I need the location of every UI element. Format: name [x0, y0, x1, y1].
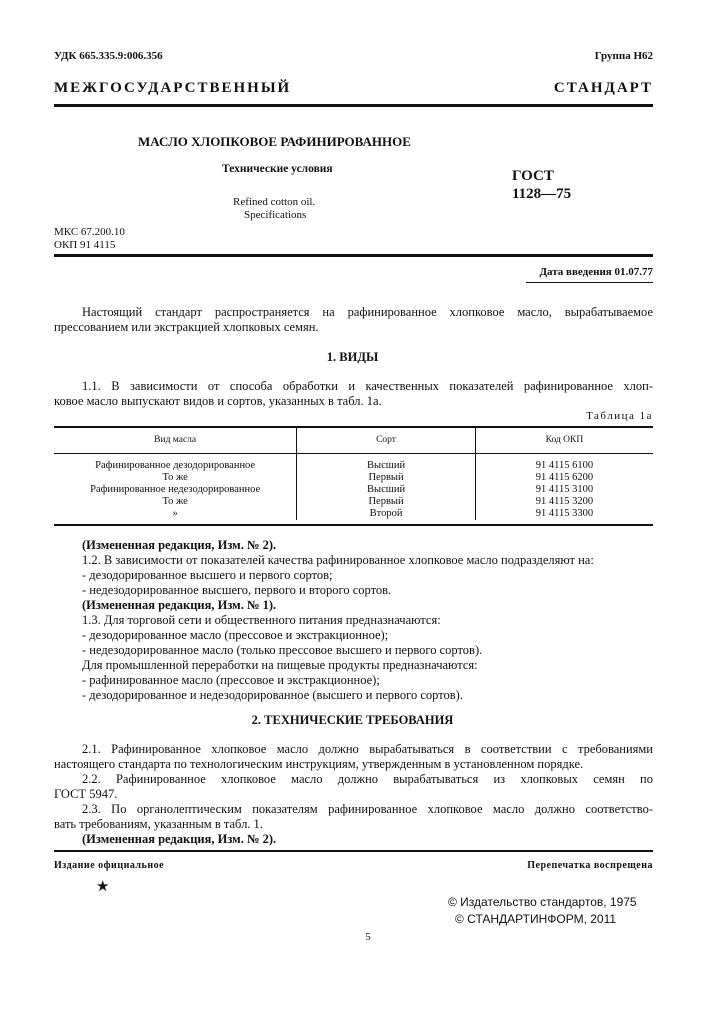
table-cell-okp: 91 4115 3200 [475, 496, 653, 508]
p12-item-b: - недезодорированное высшего, первого и второго сортов. [82, 583, 392, 597]
official-edition: Издание официальное [54, 860, 165, 871]
revision-note-1: (Измененная редакция, Изм. № 2). [82, 538, 277, 552]
date-underline [526, 282, 653, 283]
table-header-okp: Код ОКП [475, 427, 653, 454]
gost-label: ГОСТ [512, 168, 554, 184]
table-cell-grade: Второй [297, 508, 475, 520]
effective-date [539, 266, 653, 278]
table-cell-okp: 91 4115 3100 [475, 484, 653, 496]
table-cell-grade: Первый [297, 472, 475, 484]
table-cell-type: Рафинированное недезодорированное [90, 484, 261, 495]
section1-heading: 1. ВИДЫ [326, 350, 379, 364]
footer-rule [54, 850, 653, 852]
title-block-rule [54, 254, 653, 257]
p23-line2: вать требованиям, указанным в табл. 1. [54, 817, 263, 831]
okp-code: ОКП 91 4115 [54, 239, 116, 251]
table-cell-okp: 91 4115 3300 [475, 508, 653, 520]
effective-date-label: Дата введения [539, 266, 612, 278]
table-row [54, 472, 653, 484]
p21-line2: настоящего стандарта по технологическим инструкциям, утвержденным в установленном порядке. [54, 757, 584, 771]
p13-item-b: - недезодорированное масло (только прессовое высшего и первого сортов). [82, 643, 483, 657]
star-icon: ★ [96, 879, 110, 895]
intro-line2: прессованием или экстракцией хлопковых семян. [54, 320, 319, 334]
reprint-prohibited: Перепечатка воспрещена [527, 860, 653, 871]
table-cell-grade: Первый [297, 496, 475, 508]
table-cell-type: То же [162, 496, 188, 507]
mks-code: МКС 67.200.10 [54, 226, 125, 238]
revision-note-3: (Измененная редакция, Изм. № 2). [82, 832, 277, 846]
gost-number: 1128—75 [512, 186, 572, 202]
table-caption: Таблица 1а [586, 410, 653, 422]
table-cell-grade: Высший [297, 460, 475, 472]
p12: 1.2. В зависимости от показателей качества рафинированное хлопковое масло подразделяют на: [82, 553, 594, 567]
table-1a [54, 427, 653, 520]
group-code: Группа Н62 [594, 50, 653, 62]
copyright-standartinform: © СТАНДАРТИНФОРМ, 2011 [455, 912, 617, 926]
header-rule [54, 104, 653, 107]
table-row [54, 460, 653, 472]
p13-industrial: Для промышленной переработки на пищевые продукты предназначаются: [82, 658, 478, 672]
table-cell-type: » [172, 508, 178, 519]
table-cell-type: Рафинированное дезодорированное [95, 460, 256, 471]
p13-item-d: - рафинированное масло (прессовое и экстракционное); [82, 673, 380, 687]
p21-line1: 2.1. Рафинированное хлопковое масло должно вырабатываться в соответствии с требованиями [82, 742, 653, 756]
english-title-line2: Specifications [244, 209, 307, 221]
interstate-standard-banner: МЕЖГОСУДАРСТВЕННЫЙ СТАНДАРТ [54, 80, 653, 96]
revision-note-2: (Измененная редакция, Изм. № 1). [82, 598, 277, 612]
table-header-type: Вид масла [54, 427, 297, 454]
p11-line1: 1.1. В зависимости от способа обработки и качественных показателей рафинированное хлоп- [82, 379, 653, 393]
p13: 1.3. Для торговой сети и общественного питания предназначаются: [82, 613, 441, 627]
document-title: МАСЛО ХЛОПКОВОЕ РАФИНИРОВАННОЕ [138, 134, 411, 149]
udk-code: УДК 665.335.9:006.356 [54, 50, 163, 62]
effective-date-value: 01.07.77 [614, 266, 653, 278]
p13-item-a: - дезодорированное масло (прессовое и экстракционное); [82, 628, 389, 642]
table-header-grade: Сорт [297, 427, 475, 454]
section2-heading: 2. ТЕХНИЧЕСКИЕ ТРЕБОВАНИЯ [251, 713, 454, 727]
intro-line1: Настоящий стандарт распространяется на рафинированное хлопковое масло, вырабатываемое [82, 305, 653, 319]
table-row [54, 508, 653, 520]
p11-line2: ковое масло выпускают видов и сортов, указанных в табл. 1а. [54, 394, 382, 408]
table-cell-okp: 91 4115 6200 [475, 472, 653, 484]
table-cell-okp: 91 4115 6100 [475, 460, 653, 472]
page-number: 5 [365, 931, 371, 943]
p22-line2: ГОСТ 5947. [54, 787, 118, 801]
table-cell-grade: Высший [297, 484, 475, 496]
p23-line1: 2.3. По органолептическим показателям рафинированное хлопковое масло должно соответство- [82, 802, 653, 816]
table-row [54, 484, 653, 496]
copyright-publisher: © Издательство стандартов, 1975 [448, 895, 637, 909]
table-header-row [54, 427, 653, 454]
english-title-line1: Refined cotton oil. [233, 196, 316, 208]
table-row [54, 496, 653, 508]
table-cell-type: То же [162, 472, 188, 483]
p22-line1: 2.2. Рафинированное хлопковое масло должно вырабатываться из хлопковых семян по [82, 772, 653, 786]
document-subtitle: Технические условия [222, 163, 333, 175]
p12-item-a: - дезодорированное высшего и первого сортов; [82, 568, 333, 582]
table-bottom-rule [54, 524, 653, 526]
p13-item-e: - дезодорированное и недезодорированное (высшего и первого сортов). [82, 688, 463, 702]
